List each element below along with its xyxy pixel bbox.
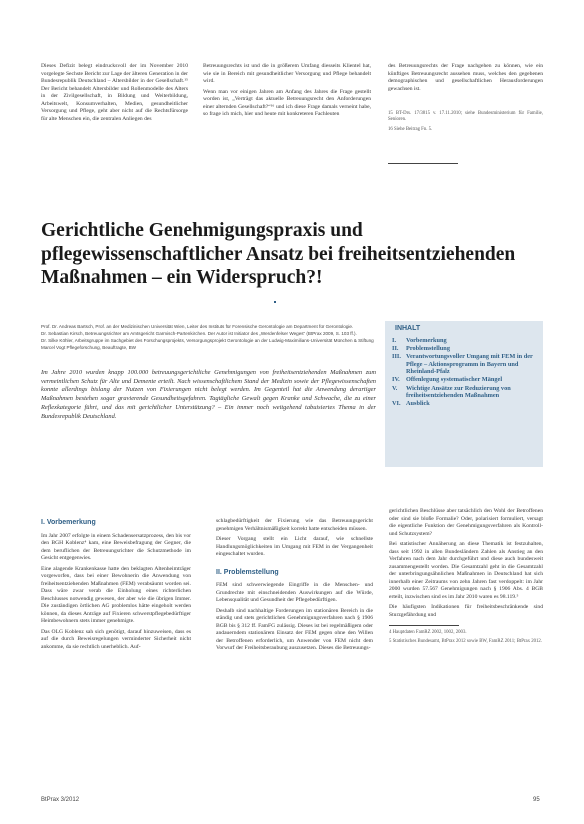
paragraph: Wenn man vor einigen Jahren am Anfang des Jahres die Frage gestellt worden ist, „Verträgt das aktuelle Betreuungsrecht den Anforderungen einer alternden Gesellschaft?“¹⁶ und ich diese Frage damals verneint habe, so frage ich mich, hier und heute mit konkreteren Fachleuten [203,88,371,117]
toc-item: III. Verantwortungsvoller Umgang mit FEM in der Pflege – Aktionsprogramm in Bayern und Rheinland-Pfalz [392,353,533,376]
author-line: Dr. Sebastian Kirsch, Betreuungsrichter am Amtsgericht Garmisch-Partenkirchen. Der Autor ist Initiator des „Werdenfelser Weges“ (BtPrax 2009, S. 103 ff.). [41,331,357,337]
paragraph: Deshalb sind nachhaltige Forderungen im stationären Bereich in die ständig und stets gerichtlichen Genehmigungsverfahren nach § 1906 BGB bis § 312 ff. FamFG zulässig. Dieses ist bei regelmäßigem oder andauerndem stationärem Einsatz der FEM gegen ohne den Willen der Betroffenen erforderlich, um Anwender von FEM nicht dem Vorwurf der Freiheitsberaubung auszusetzen. Dieses die Betreuungs- [216,607,373,651]
footnote: 5 Statistisches Bundesamt, BtPrax 2012 sowie BW, FamRZ 2011; BtPrax 2012. [389,639,543,645]
page-number: 95 [533,797,540,803]
paragraph: des Betreuungsrechts der Frage nachgehen zu können, wie ein künftiges Betreuungsrecht aussehen muss, welches den gegebenen demographischen und gesellschaftlichen Herausforderungen gewachsen ist. [388,63,543,92]
toc-list [392,337,538,408]
paragraph: Das OLG Koblenz sah sich genötigt, darauf hinzuweisen, dass es auf die durch Beweisregelungen verminderter Sicherheit nicht ankomme, da sie rechtlich unerheblich. Auf- [41,628,191,650]
title-marker-dot [274,301,276,303]
top-column-3 [388,63,543,136]
article-title: Gerichtliche Genehmigungspraxis und pflegewissenschaftlicher Ansatz bei freiheitsentziehenden Maßnahmen – ein Widerspruch?! [41,220,516,288]
section-heading-1: I. Vorbemerkung [41,519,96,526]
top-column-1 [41,63,188,126]
footnote-rule [388,163,458,164]
paragraph: Dieses Defizit belegt eindrucksvoll der im November 2010 vorgelegte Sechste Bericht zur Lage der älteren Generation in der Bundesrepublik Deutschland – Altersbilder in der Gesellschaft.¹⁵ Der Bericht behandelt Altersbilder und Rollenmodelle des Alters in der Zivilgesellschaft, in Bildung und Weiterbildung, Arbeitswelt, Konsumverhalten, Medien, gesundheitlicher Versorgung und Pflege, geht aber nicht auf die Rechtsfürsorge für alte Menschen ein, die zentralen Anliegen des [41,63,188,122]
author-line: Dr. Silke Köhler, Arbeitsgruppe im Sachgebiet des Forschungsprojekts, Versorgungsprojekt Gerontologie an der Ludwig-Maximilians-Universität München & Stiftung Marcel Vogt Pflegeforschung, Beauftragte, BW [41,338,374,350]
toc-box [385,321,543,467]
body-column-1 [41,517,191,654]
body-column-3 [389,508,543,649]
paragraph: Betreuungsrechts ist und die in größerem Umfang diesseits Klientel hat, wie sie in Bereich mit gesundheitlicher Versorgung und Pflege behandelt wird. [203,63,371,84]
footnote: 15 BT-Drs. 17/3815 v. 17.11.2010; siehe Bundesministerium für Familie, Senioren. [388,111,543,123]
top-column-2 [203,63,371,122]
abstract: Im Jahre 2010 wurden knapp 100.000 betreuungsgerichtliche Genehmigungen von freiheitsentziehenden Maßnahmen zum vermeintlichen Schutz für Alte und Demente erteilt. Nach wissenschaftlichem Stand der Medizin sowie der Pflegewissenschaften konnte allerdings bislang der Nutzen von Fixierungen nicht belegt werden. Im Gegenteil hat die Anwendung derartiger Maßnahmen bestehen sogar gravierende Gesundheitsgefahren. Tagtägliche Gewalt gegen Kranke und Schwache, die zu einer Reflexkategorie führt, und das mit gerichtlicher Unterstützung? – Ein immer noch weitgehend tabuisiertes Thema in der Bundesrepublik Deutschland. [41,369,376,420]
author-line: Prof. Dr. Andreas Bartsch, Prof. an der Medizinischen Universität Wien, Leiter des Instituts für Forensische Gerontologie am Department für Gerontologie. [41,324,354,329]
author-block [41,324,376,352]
section-heading-2: II. Problemstellung [216,568,279,576]
paragraph: Dieser Vorgang stellt ein Licht darauf, wie schnellste Handlungsmöglichkeiten im Umgang mit FEM in der Vergangenheit eingeschaltet wurden. [216,536,373,557]
paragraph: Die häufigsten Indikationen für freiheitsbeschränkende sind Sturzgefährdung und [389,604,543,618]
paragraph: FEM sind schwerwiegende Eingriffe in die Menschen- und Grundrechte mit einschneidenden Auswirkungen auf die Würde, Lebensqualität und Gesundheit der Pflegebedürftigen. [216,582,373,603]
journal-footer: BtPrax 3/2012 [41,797,80,803]
toc-item: IV. Offenlegung systematischer Mängel [392,376,503,384]
paragraph: schlagbedürftigkeit der Fixierung wie das Betreuungsgericht genehmigen Verhältnismäßigkeit korrekt hatte entscheiden müssen. [216,518,373,532]
footnote-rule [389,625,459,626]
paragraph: Eine alagende Krankenkasse hatte den beklagten Altenheimträger vorgeworfen, dass bei einer Bewohnerin die Anwendung von freiheitsentziehenden Maßnahmen (FEM) verabsäumt worden sei. Dass wäre zwar verab die Einholung eines richterlichen Beschlusses notwendig gewesen, der aber wie die übrigen Immer. Die zuständigen örtlichen AG problemlos hätte eingeholt werden können, da dieses Anträge auf Fixieren schwerstpflegebedürftiger Heimbewohnern stets immer genehmigte. [41,565,191,624]
footnote: 16 Siehe Beitrag Fn. 5. [388,126,433,132]
toc-item: II. Problemstellung [392,345,450,353]
paragraph: Bei statistischer Annäherung an diese Thematik ist festzuhalten, dass seit 1992 in allen Bundesländern Zahlen als Anstieg an den Verfahren nach dem Jahr durchgeführt und diese auch bundesweit zusammengestellt worden. Die Gesamtzahl geht in die Gesamtzahl der unterbringungsähnlichen Maßnahmen in Deutschland hat sich innerhalb einer Zeitraums von zehn Jahren fast verdoppelt: im Jahr 2000 wurden 57.567 Genehmigungen nach § 1906 Abs. 4 BGB erteilt, inzwischen sind es im Jahr 2010 waren es 98.119.⁵ [389,541,543,600]
toc-item: V. Wichtige Ansätze zur Reduzierung von freiheitsentziehenden Maßnahmen [392,384,511,400]
body-column-2 [216,518,373,656]
paragraph: gerichtlichen Beschlüsse aber tatsächlich den Wohl der Betroffenen oder sind sie bloße Formalie? Oder, polarisiert formuliert, versagt die eigentliche Funktion der Genehmigungsverfahren als Kontroll- und Schutzsystem? [389,508,543,537]
footnote: 4 Hauptdaten FamRZ 2002, 1002, 2003. [389,630,467,635]
toc-item: I. Vorbemerkung [392,337,447,344]
paragraph: Im Jahr 2007 erfolgte in einem Schadensersatzprozess, den bis vor den BGH Koblenz⁴ kam, eine Beweisbefragung der Gegner, die dem beruflichen der Betreuungsrichter die Schutzmethode im Gesicht entgegenwies. [41,532,191,561]
toc-item: VI. Ausblick [392,400,430,408]
toc-heading: INHALT [395,325,421,332]
